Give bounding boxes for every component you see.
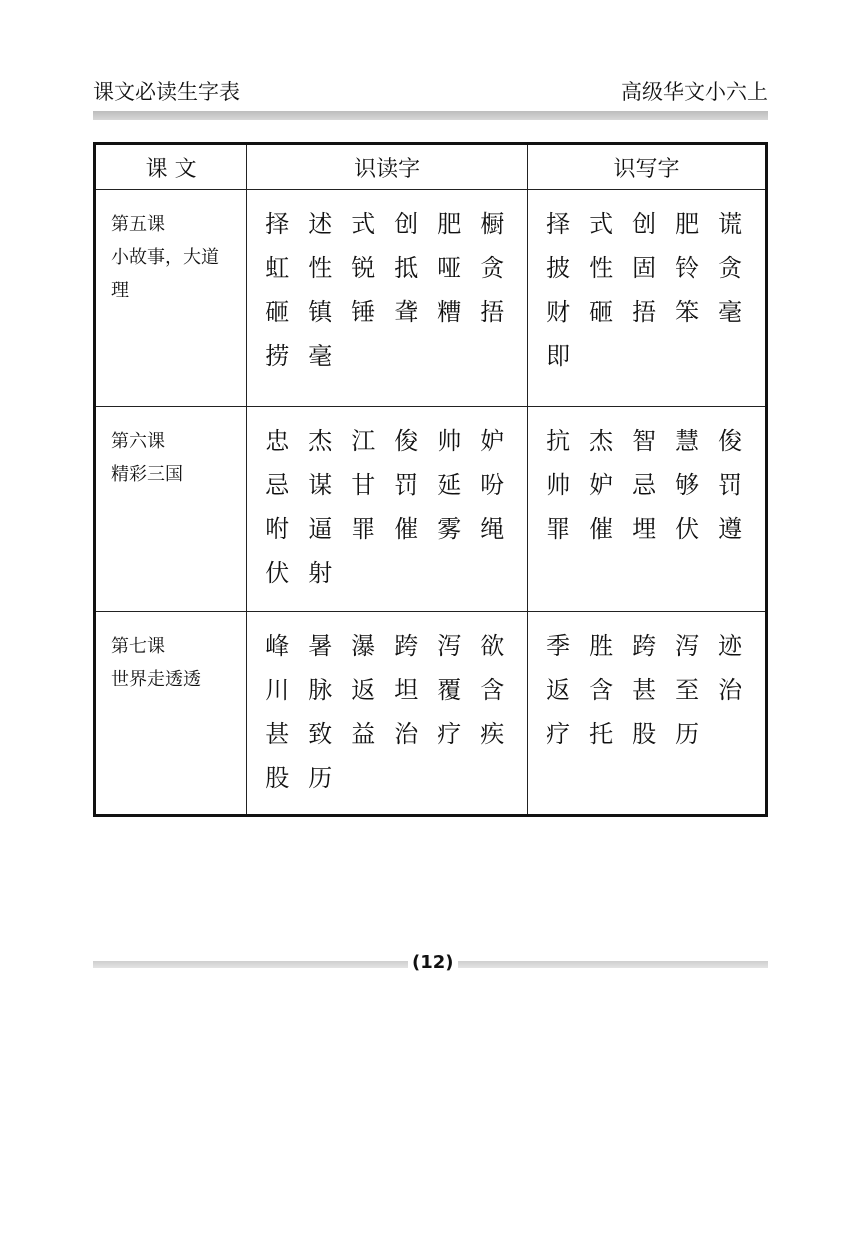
section-title: 课文必读生字表 bbox=[93, 80, 240, 104]
book-title: 高级华文小六上 bbox=[621, 80, 768, 104]
char-line: 罪催埋伏遵 bbox=[546, 515, 762, 543]
char-line: 忠杰江俊帅妒 bbox=[265, 427, 524, 455]
lesson-title: 世界走透透 bbox=[111, 669, 201, 690]
lesson-cell bbox=[95, 612, 247, 816]
char-line: 甚致益治疗疾 bbox=[265, 720, 524, 748]
lesson-title: 理 bbox=[111, 280, 129, 301]
char-line: 忌谋甘罚延吩 bbox=[265, 471, 524, 499]
lesson-cell bbox=[95, 407, 247, 612]
lesson-number: 第五课 bbox=[111, 214, 165, 235]
character-table bbox=[93, 142, 768, 817]
write-chars-cell bbox=[528, 407, 767, 612]
char-line: 财砸捂笨毫 bbox=[546, 298, 762, 326]
column-header-lesson: 课 文 bbox=[95, 144, 247, 190]
table-header-row bbox=[95, 144, 767, 190]
write-chars-cell bbox=[528, 612, 767, 816]
char-line: 疗托股历 bbox=[546, 720, 719, 748]
char-line: 伏射 bbox=[265, 559, 352, 587]
lesson-title: 小故事，大道 bbox=[111, 247, 219, 268]
char-line: 择述式创肥橱 bbox=[265, 210, 524, 238]
char-line: 季胜跨泻迹 bbox=[546, 632, 762, 660]
char-line: 砸镇锤聋糟捂 bbox=[265, 298, 524, 326]
char-line: 披性固铃贪 bbox=[546, 254, 762, 282]
lesson-title: 精彩三国 bbox=[111, 464, 183, 485]
lesson-number: 第七课 bbox=[111, 636, 165, 657]
char-line: 川脉返坦覆含 bbox=[265, 676, 524, 704]
table-row bbox=[95, 407, 767, 612]
char-line: 帅妒忌够罚 bbox=[546, 471, 762, 499]
column-header-read: 识读字 bbox=[247, 144, 528, 190]
char-line: 咐逼罪催雾绳 bbox=[265, 515, 524, 543]
read-chars-cell bbox=[247, 407, 528, 612]
page-number: (12) bbox=[408, 952, 458, 973]
lesson-number: 第六课 bbox=[111, 431, 165, 452]
column-header-write: 识写字 bbox=[528, 144, 767, 190]
char-line: 峰暑瀑跨泻欲 bbox=[265, 632, 524, 660]
char-line: 捞毫 bbox=[265, 342, 352, 370]
read-chars-cell bbox=[247, 190, 528, 407]
char-line: 返含甚至治 bbox=[546, 676, 762, 704]
char-line: 择式创肥谎 bbox=[546, 210, 762, 238]
table-row bbox=[95, 612, 767, 816]
char-line: 虹性锐抵哑贪 bbox=[265, 254, 524, 282]
header-divider bbox=[93, 111, 768, 120]
char-line: 股历 bbox=[265, 764, 352, 792]
read-chars-cell bbox=[247, 612, 528, 816]
char-line: 即 bbox=[546, 342, 590, 370]
lesson-cell bbox=[95, 190, 247, 407]
char-line: 抗杰智慧俊 bbox=[546, 427, 762, 455]
write-chars-cell bbox=[528, 190, 767, 407]
table-row bbox=[95, 190, 767, 407]
